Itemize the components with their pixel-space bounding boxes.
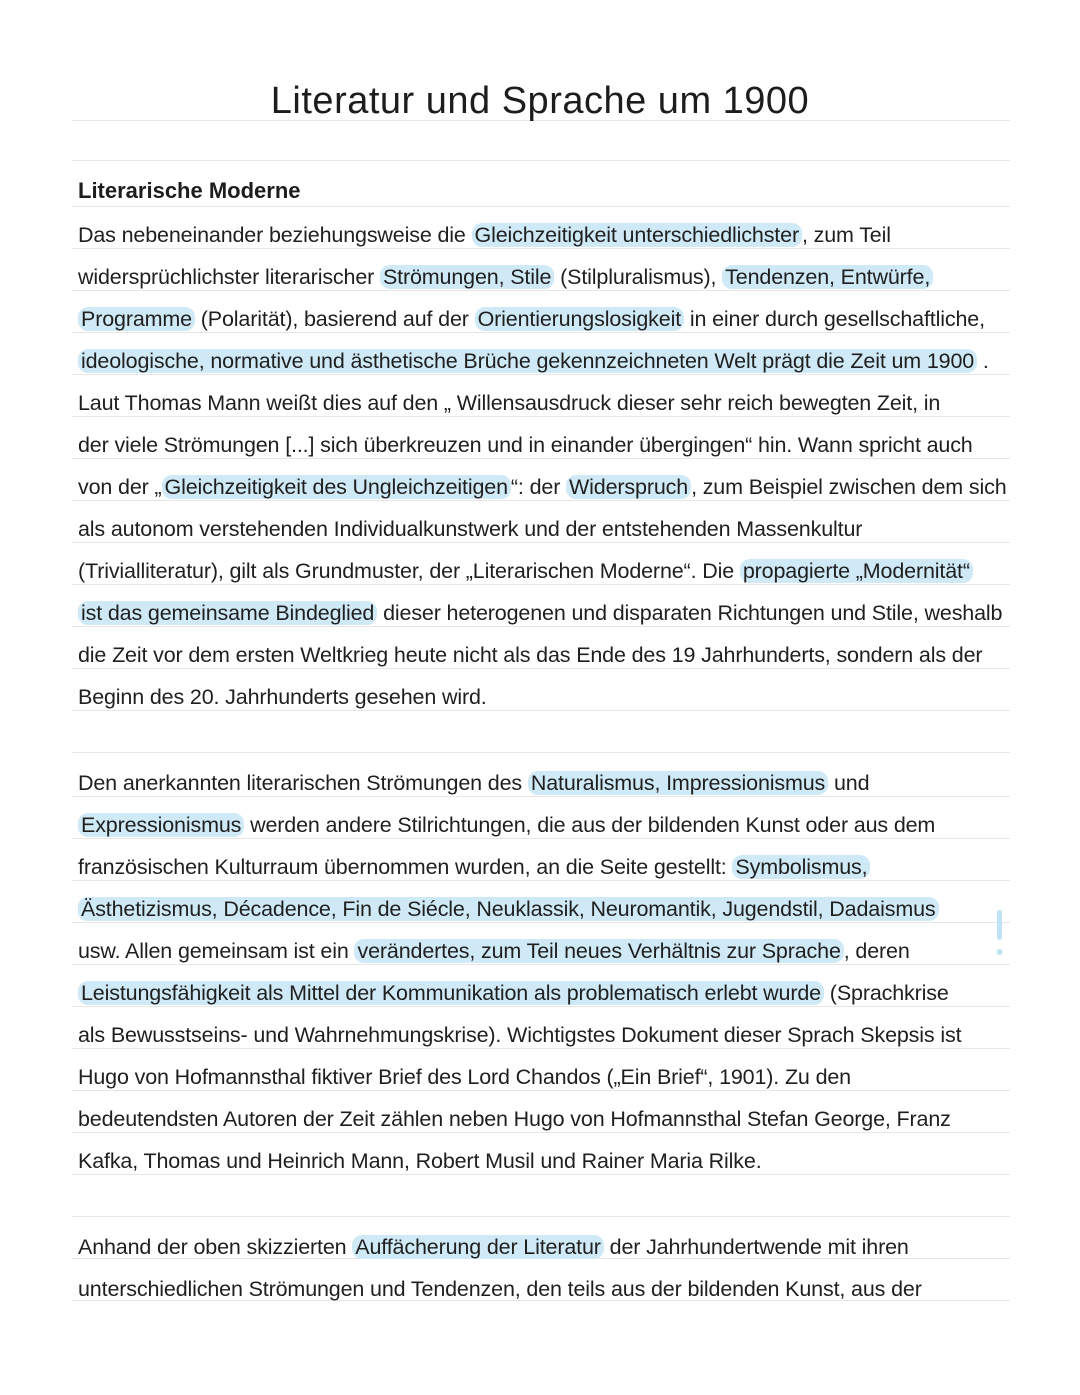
text-segment: Das nebeneinander beziehungsweise die (78, 223, 472, 247)
highlighted-text: Symbolismus, (732, 855, 870, 879)
highlighted-text: Strömungen, Stile (380, 265, 554, 289)
highlighted-text: propagierte „Modernität“ (740, 559, 973, 583)
text-segment: . (977, 349, 989, 373)
text-line (78, 382, 940, 424)
ruled-line (72, 752, 1010, 753)
text-line (78, 846, 870, 888)
ruled-line (72, 1216, 1010, 1217)
text-segment: Anhand der oben skizzierten (78, 1235, 353, 1259)
text-line (78, 508, 862, 550)
text-line (78, 1098, 951, 1140)
text-segment: (Sprachkrise (823, 981, 949, 1005)
text-line (78, 634, 982, 676)
text-segment: in einer durch gesellschaftliche, (684, 307, 985, 331)
text-line (78, 1226, 909, 1268)
section-heading: Literarische Moderne (78, 178, 301, 203)
text-segment: Kafka, Thomas und Heinrich Mann, Robert Musil und Rainer Maria Rilke. (78, 1149, 762, 1173)
text-segment: Den anerkannten literarischen Strömungen des (78, 771, 528, 795)
text-line (78, 762, 869, 804)
text-segment: (Stilpluralismus), (554, 265, 723, 289)
text-line (78, 1268, 922, 1310)
text-line (78, 592, 1002, 634)
text-segment: der viele Strömungen [...] sich überkreuzen und in einander übergingen“ hin. Wann spricht auch (78, 433, 973, 457)
text-segment: Hugo von Hofmannsthal fiktiver Brief des Lord Chandos („Ein Brief“, 1901). Zu den (78, 1065, 851, 1089)
text-segment: als autonom verstehenden Individualkunstwerk und der entstehenden Massenkultur (78, 517, 863, 541)
text-segment: werden andere Stilrichtungen, die aus der bildenden Kunst oder aus dem (244, 813, 936, 837)
text-segment: , deren (843, 939, 910, 963)
page-title: Literatur und Sprache um 1900 (270, 80, 810, 122)
text-line (78, 424, 973, 466)
text-line (78, 256, 933, 298)
text-segment: (Trivialliteratur), gilt als Grundmuster, der „Literarischen Moderne“. Die (78, 559, 740, 583)
text-segment: “: der (510, 475, 567, 499)
text-segment: französischen Kulturraum übernommen wurden, an die Seite gestellt: (78, 855, 733, 879)
text-segment: usw. Allen gemeinsam ist ein (78, 939, 355, 963)
highlighted-text: Programme (78, 307, 195, 331)
highlighted-text: Gleichzeitigkeit des Ungleichzeitigen (162, 475, 511, 499)
text-line (78, 804, 935, 846)
text-line (78, 340, 989, 382)
text-line (78, 1014, 961, 1056)
highlighted-text: Expressionismus (78, 813, 244, 837)
text-line (78, 972, 949, 1014)
highlighted-text: Widerspruch (566, 475, 691, 499)
text-line (78, 550, 973, 592)
text-line (78, 676, 487, 718)
text-segment: , zum Teil (801, 223, 891, 247)
highlighted-text: Auffächerung der Literatur (352, 1235, 604, 1259)
text-line (78, 1140, 762, 1182)
ruled-line (72, 206, 1010, 207)
highlighted-text: Tendenzen, Entwürfe, (722, 265, 933, 289)
highlighted-text: Naturalismus, Impressionismus (528, 771, 828, 795)
text-segment: dieser heterogenen und disparaten Richtungen und Stile, weshalb (377, 601, 1003, 625)
text-line (78, 930, 910, 972)
text-segment: der Jahrhundertwende mit ihren (603, 1235, 909, 1259)
exclamation-icon (992, 908, 1008, 960)
text-segment: die Zeit vor dem ersten Weltkrieg heute nicht als das Ende des 19 Jahrhunderts, sondern als der (78, 643, 983, 667)
ruled-line (72, 160, 1010, 161)
text-line (78, 466, 1007, 508)
text-line (78, 888, 939, 930)
highlighted-text: verändertes, zum Teil neues Verhältnis zur Sprache (354, 939, 843, 963)
highlighted-text: ideologische, normative und ästhetische Brüche gekennzeichneten Welt prägt die Zeit um 1900 (78, 349, 977, 373)
text-segment: bedeutendsten Autoren der Zeit zählen neben Hugo von Hofmannsthal Stefan George, Franz (78, 1107, 951, 1131)
text-segment: Laut Thomas Mann weißt dies auf den „ Willensausdruck dieser sehr reich bewegten Zeit, in (78, 391, 941, 415)
text-segment: unterschiedlichen Strömungen und Tendenzen, den teils aus der bildenden Kunst, aus der (78, 1277, 922, 1301)
highlighted-text: Orientierungslosigkeit (475, 307, 684, 331)
text-segment: (Polarität), basierend auf der (194, 307, 475, 331)
text-line (78, 214, 891, 256)
text-segment: widersprüchlichster literarischer (78, 265, 380, 289)
text-line (78, 1056, 851, 1098)
text-segment: und (828, 771, 870, 795)
text-segment: , zum Beispiel zwischen dem sich (691, 475, 1007, 499)
text-segment: Beginn des 20. Jahrhunderts gesehen wird. (78, 685, 487, 709)
highlighted-text: ist das gemeinsame Bindeglied (78, 601, 377, 625)
highlighted-text: Leistungsfähigkeit als Mittel der Kommunikation als problematisch erlebt wurde (78, 981, 824, 1005)
text-segment: von der „ (78, 475, 162, 499)
text-segment: als Bewusstseins- und Wahrnehmungskrise). Wichtigstes Dokument dieser Sprach Skepsis ist (78, 1023, 962, 1047)
text-line (78, 298, 985, 340)
highlighted-text: Gleichzeitigkeit unterschiedlichster (472, 223, 802, 247)
highlighted-text: Ästhetizismus, Décadence, Fin de Siécle, Neuklassik, Neuromantik, Jugendstil, Dadaismus (78, 897, 939, 921)
